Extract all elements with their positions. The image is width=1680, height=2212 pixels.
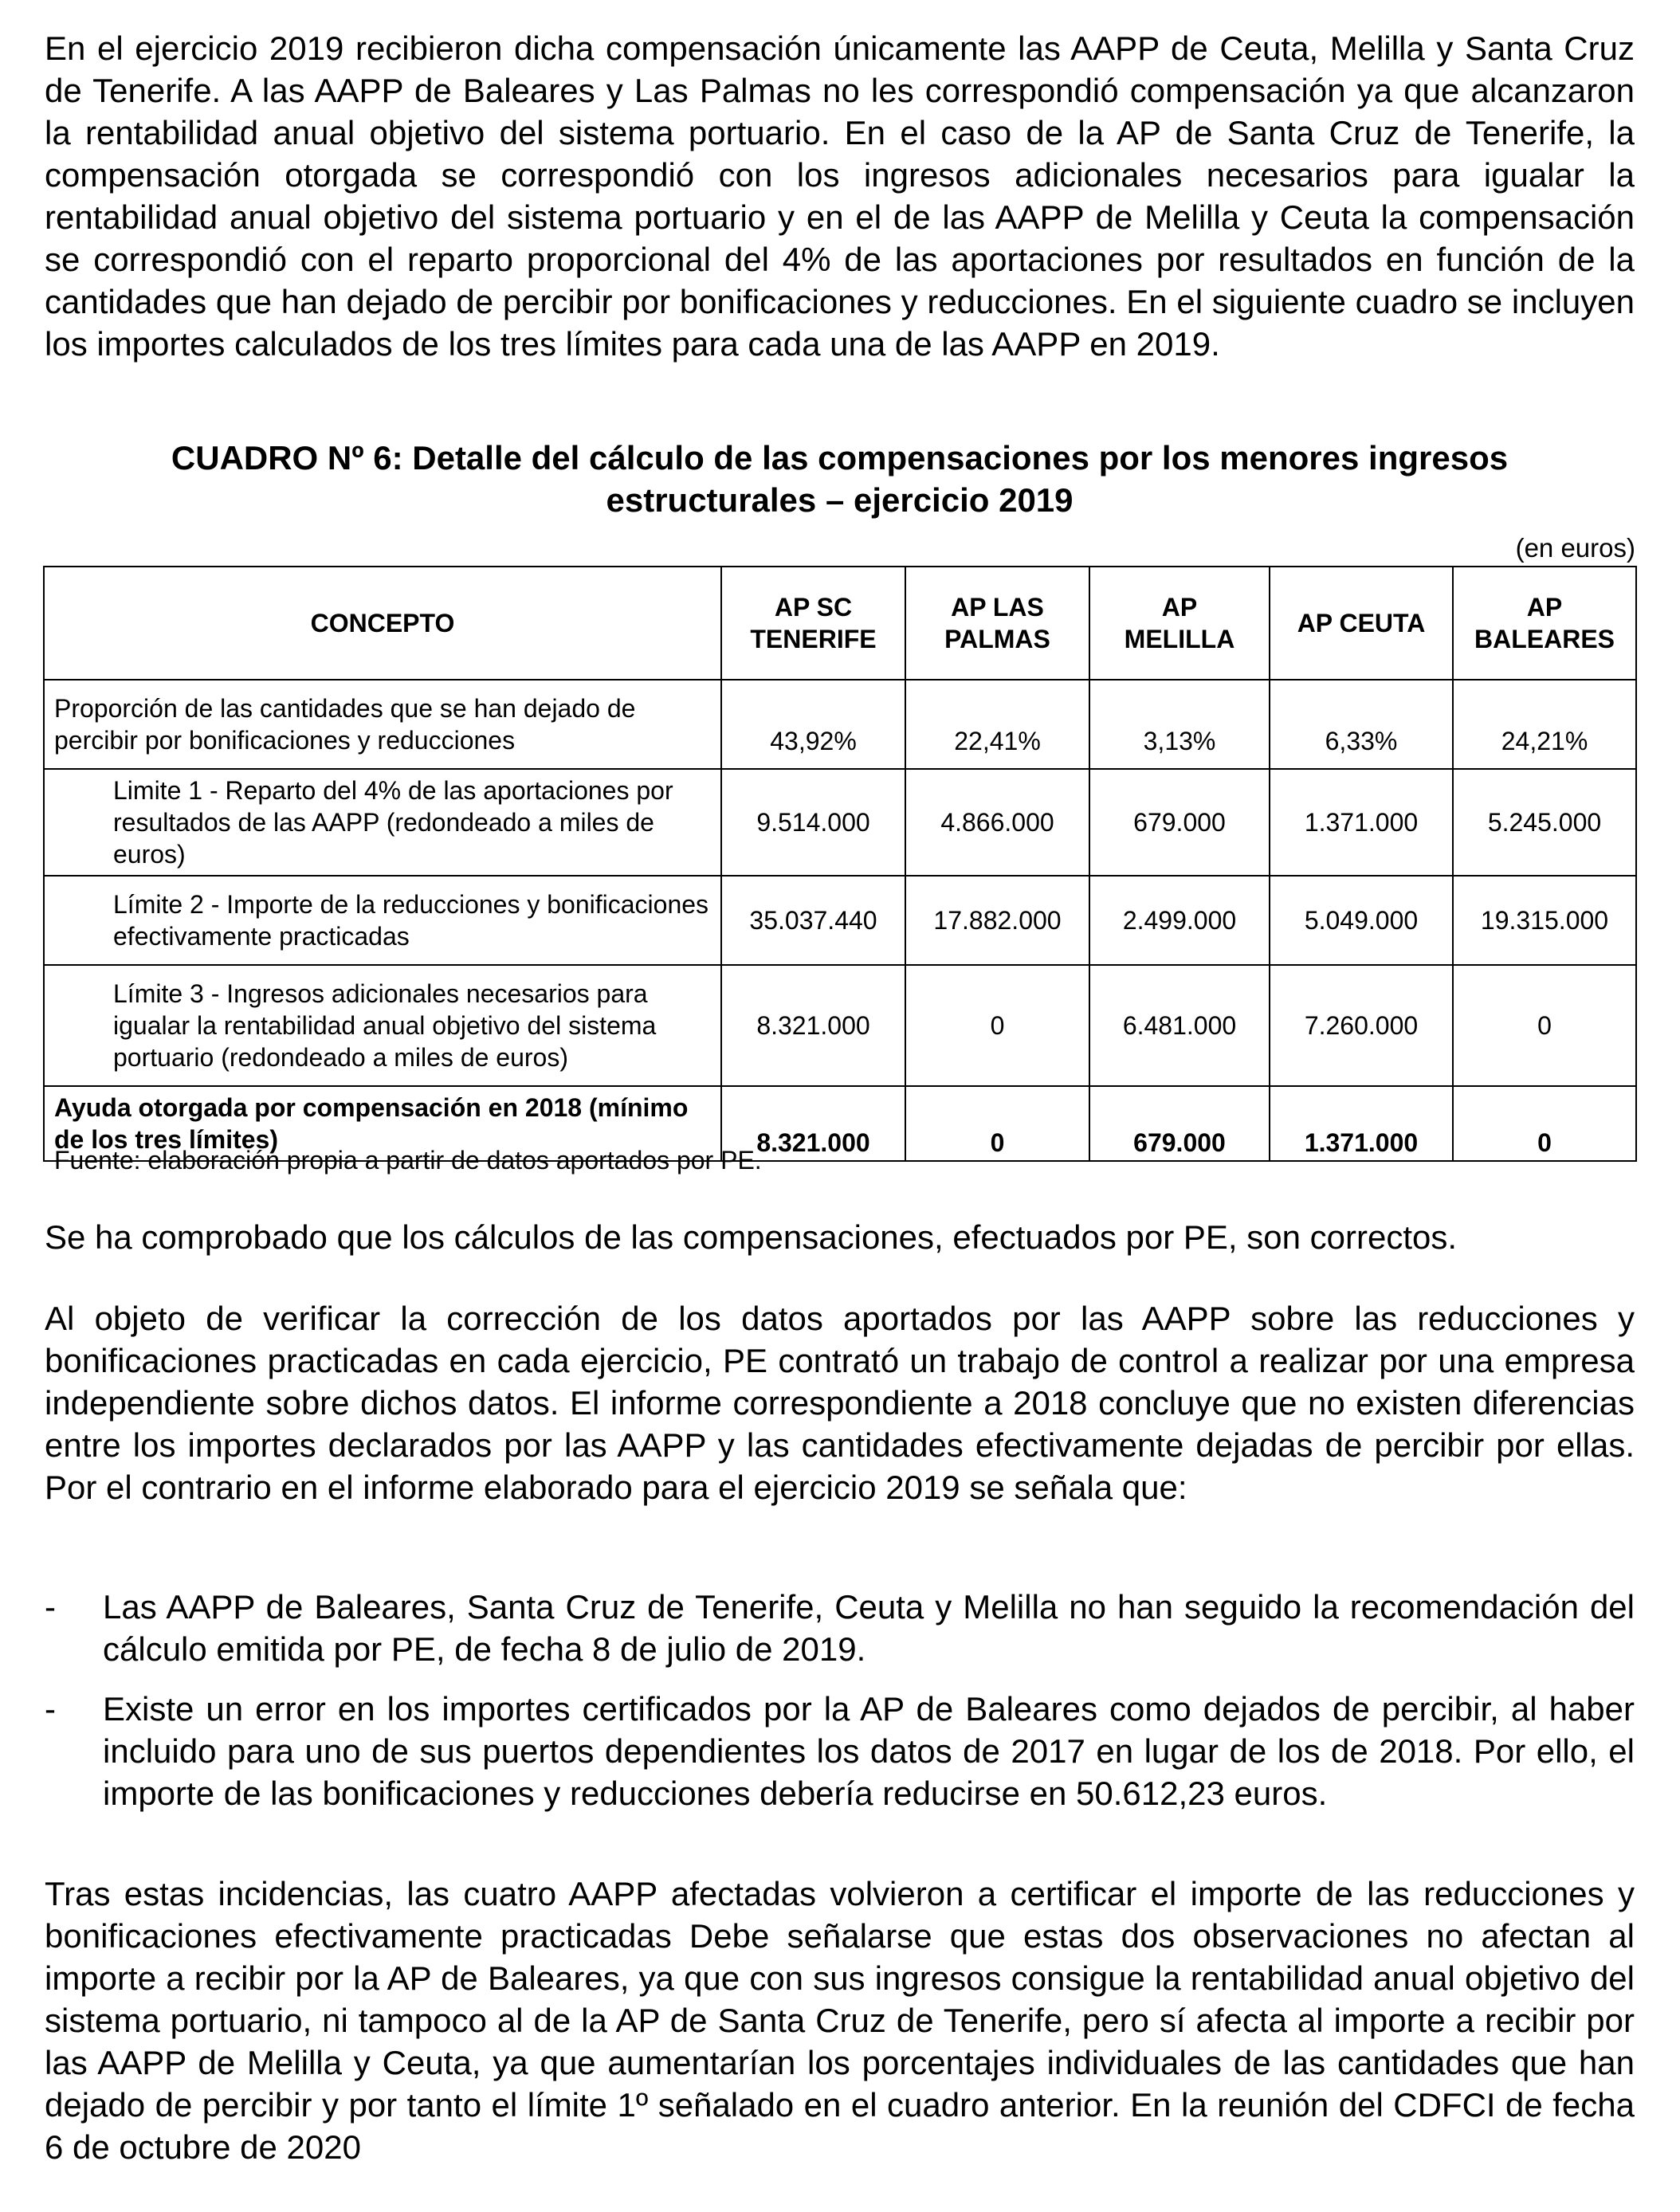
cell-value: 3,13%	[1089, 680, 1270, 769]
cell-value: 679.000	[1089, 769, 1270, 876]
cell-value: 6,33%	[1270, 680, 1453, 769]
bullet-text: Existe un error en los importes certificados por la AP de Baleares como dejados de percibir, al haber incluido para uno de sus puertos dependientes los datos de 2017 en lugar de los de 2018. Por ello, el importe de las bonificaciones y reducciones debería reducirse en 50.612,23 euros.	[103, 1690, 1635, 1812]
cell-value: 2.499.000	[1089, 876, 1270, 965]
header-ap-baleares: AP BALEARES	[1453, 567, 1636, 680]
cell-value: 19.315.000	[1453, 876, 1636, 965]
cell-value: 8.321.000	[721, 1086, 905, 1161]
cell-value: 7.260.000	[1270, 965, 1453, 1086]
bullet-marker: -	[45, 1690, 56, 1728]
row-concept: Limite 1 - Reparto del 4% de las aportaciones por resultados de las AAPP (redondeado a miles de euros)	[44, 769, 721, 876]
cell-value: 1.371.000	[1270, 1086, 1453, 1161]
cell-value: 4.866.000	[905, 769, 1089, 876]
row-concept: Proporción de las cantidades que se han dejado de percibir por bonificaciones y reducciones	[44, 680, 721, 769]
cell-value: 0	[1453, 965, 1636, 1086]
row-concept: Ayuda otorgada por compensación en 2018 (mínimo de los tres límites)	[44, 1086, 721, 1161]
table-title-line-1: CUADRO Nº 6: Detalle del cálculo de las compensaciones por los menores ingresos	[171, 439, 1509, 477]
bullet-text: Las AAPP de Baleares, Santa Cruz de Tenerife, Ceuta y Melilla no han seguido la recomendación del cálculo emitida por PE, de fecha 8 de julio de 2019.	[103, 1588, 1635, 1668]
cell-value: 0	[905, 1086, 1089, 1161]
header-ap-las-palmas: AP LAS PALMAS	[905, 567, 1089, 680]
cell-value: 0	[905, 965, 1089, 1086]
compensation-table	[43, 566, 1637, 1162]
row-concept: Límite 2 - Importe de la reducciones y bonificaciones efectivamente practicadas	[44, 876, 721, 965]
bullet-marker: -	[45, 1588, 56, 1626]
units-note: (en euros)	[1515, 533, 1635, 563]
cell-value: 22,41%	[905, 680, 1089, 769]
cell-value: 8.321.000	[721, 965, 905, 1086]
table-row-limite-2	[44, 876, 1636, 965]
intro-paragraph: En el ejercicio 2019 recibieron dicha compensación únicamente las AAPP de Ceuta, Melilla y Santa Cruz de Tenerife. A las AAPP de Baleares y Las Palmas no les correspondió compensación ya que alcanzaron la rentabilidad anual objetivo del sistema portuario. En el caso de la AP de Santa Cruz de Tenerife, la compensación otorgada se correspondió con los ingresos adicionales necesarios para igualar la rentabilidad anual objetivo del sistema portuario y en el de las AAPP de Melilla y Ceuta la compensación se correspondió con el reparto proporcional del 4% de las aportaciones por resultados en función de la cantidades que han dejado de percibir por bonificaciones y reducciones. En el siguiente cuadro se incluyen los importes calculados de los tres límites para cada una de las AAPP en 2019.	[45, 29, 1635, 363]
row-concept: Límite 3 - Ingresos adicionales necesarios para igualar la rentabilidad anual objetivo del sistema portuario (redondeado a miles de euros)	[44, 965, 721, 1086]
cell-value: 679.000	[1089, 1086, 1270, 1161]
header-concepto: CONCEPTO	[44, 567, 721, 680]
bullet-item	[45, 1688, 1635, 1814]
cell-value: 9.514.000	[721, 769, 905, 876]
source-note: Fuente: elaboración propia a partir de datos aportados por PE.	[54, 1146, 762, 1175]
table-header-row	[44, 567, 1636, 680]
cell-value: 24,21%	[1453, 680, 1636, 769]
cell-value: 17.882.000	[905, 876, 1089, 965]
paragraph-3: Al objeto de verificar la corrección de los datos aportados por las AAPP sobre las reducciones y bonificaciones practicadas en cada ejercicio, PE contrató un trabajo de control a realizar por una empresa independiente sobre dichos datos. El informe correspondiente a 2018 concluye que no existen diferencias entre los importes declarados por las AAPP y las cantidades efectivamente dejadas de percibir por ellas. Por el contrario en el informe elaborado para el ejercicio 2019 se señala que:	[45, 1300, 1635, 1506]
table-row-proporcion	[44, 680, 1636, 769]
cell-value: 43,92%	[721, 680, 905, 769]
cell-value: 1.371.000	[1270, 769, 1453, 876]
header-ap-sc-tenerife: AP SC TENERIFE	[721, 567, 905, 680]
cell-value: 5.245.000	[1453, 769, 1636, 876]
table-row-limite-3	[44, 965, 1636, 1086]
header-ap-melilla: AP MELILLA	[1089, 567, 1270, 680]
table-title-line-2: estructurales – ejercicio 2019	[606, 481, 1074, 519]
cell-value: 5.049.000	[1270, 876, 1453, 965]
table-row-limite-1	[44, 769, 1636, 876]
bullet-item	[45, 1586, 1635, 1670]
header-ap-ceuta: AP CEUTA	[1270, 567, 1453, 680]
cell-value: 35.037.440	[721, 876, 905, 965]
paragraph-2: Se ha comprobado que los cálculos de las compensaciones, efectuados por PE, son correctos.	[45, 1218, 1458, 1256]
table-title	[45, 437, 1635, 521]
cell-value: 0	[1453, 1086, 1636, 1161]
cell-value: 6.481.000	[1089, 965, 1270, 1086]
paragraph-4: Tras estas incidencias, las cuatro AAPP afectadas volvieron a certificar el importe de las reducciones y bonificaciones efectivamente practicadas Debe señalarse que estas dos observaciones no afectan al importe a recibir por la AP de Baleares, ya que con sus ingresos consigue la rentabilidad anual objetivo del sistema portuario, ni tampoco al de la AP de Santa Cruz de Tenerife, pero sí afecta al importe a recibir por las AAPP de Melilla y Ceuta, ya que aumentarían los porcentajes individuales de las cantidades que han dejado de percibir y por tanto el límite 1º señalado en el cuadro anterior. En la reunión del CDFCI de fecha 6 de octubre de 2020	[45, 1875, 1635, 2166]
